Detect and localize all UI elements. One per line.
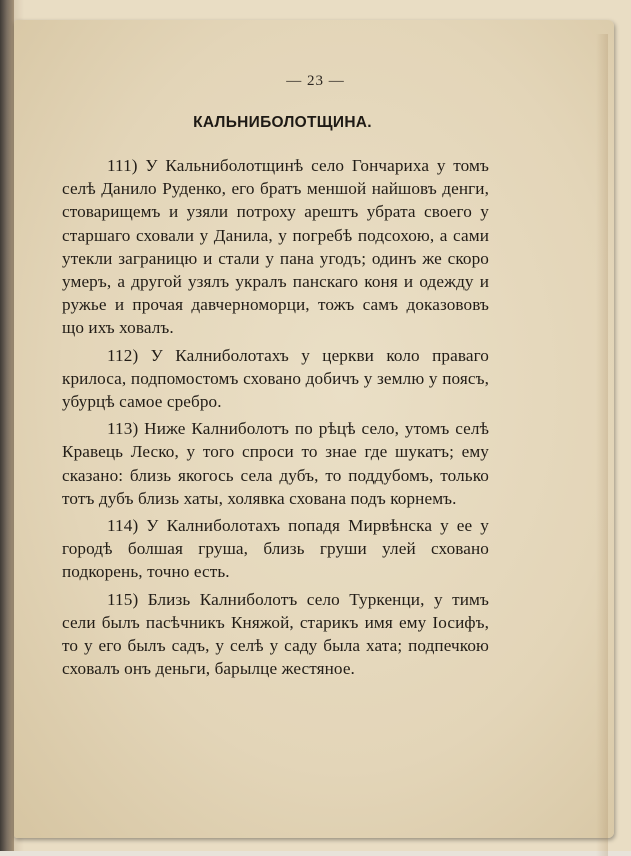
page-number: — 23 — [286,73,345,89]
paragraph-111: 111) У Кальниболотщинѣ село Гончариха у томъ селѣ Данило Руденко, его братъ меншой найшовъ денги, стоварищемъ и узяли потроху арештъ убрата своего у старшаго сховали у Данила, у погребѣ подсохою, а сами утекли заграницю и стали у пана угодъ; одинъ же скоро умеръ, а другой узялъ укралъ панскаго коня и одежду и ружье и прочая давчерноморци, тожъ самъ доказововъ що ихъ ховалъ. [62,156,489,338]
paragraph-114: 114) У Калниболотахъ попадя Мирвѣнска у ее у городѣ болшая груша, близь груши улей сховано подкорень, точно есть. [62,516,489,582]
paragraph-115: 115) Близь Калниболотъ село Туркенци, у тимъ сели былъ пасѣчникъ Княжой, старикъ имя ему Іосифъ, то у его былъ садъ, у селѣ у саду была хата; подпечкою сховалъ онъ деньги, барылце жестяное. [62,589,489,679]
body-text [62,154,489,684]
section-heading: КАЛЬНИБОЛОТЩИНА. [193,114,372,131]
paragraph-113: 113) Ниже Калниболотъ по рѣцѣ село, утомъ селѣ Кравець Леско, у того спроси то знае где шукатъ; ему сказано: близь якогось села дубъ, то поддубомъ, только тотъ дубъ близь хаты, холявка схована подъ корнемъ. [62,419,489,508]
page-edge-shadow [596,34,608,856]
paragraph-112: 112) У Калниболотахъ у церкви коло праваго крилоса, подпомостомъ сховано добичъ у землю у поясъ, убурцѣ самое сребро. [62,345,489,412]
